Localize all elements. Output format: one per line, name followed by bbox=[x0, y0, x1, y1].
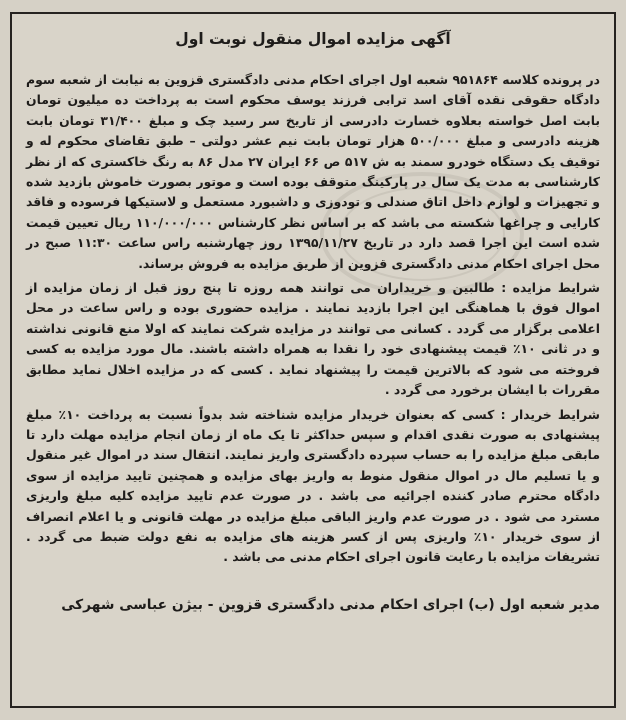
signature-line: مدیر شعبه اول (ب) اجرای احکام مدنی دادگستری قزوین - بیژن عباسی شهرکی bbox=[61, 596, 600, 613]
auction-conditions-paragraph: شرایط مزایده : طالبین و خریداران می توانند همه روزه تا پنج روز قبل از زمان مزایده از اموال فوق با هماهنگی این اجرا بازدید نمایند . مزایده حضوری بوده و راس ساعت در محل اعلامی برگزار می گردد . کسانی می توانند در مزایده شرکت نمایند که اولا منع قانونی نداشته و در ثانی ۱۰٪ قیمت پیشنهادی خود را نقدا به همراه داشته باشند. مال مورد مزایده به کسی فروخته می شود که بالاترین قیمت را پیشنهاد نماید . کسی که در مزایده اخلال نماید مطابق مقررات با ایشان برخورد می گردد . bbox=[26, 280, 600, 398]
auction-notice bbox=[26, 22, 600, 616]
buyer-conditions-paragraph: شرایط خریدار : کسی که بعنوان خریدار مزایده شناخته شد بدواً نسبت به پرداخت ۱۰٪ مبلغ پیشنهادی به صورت نقدی اقدام و سپس حداکثر تا یک ماه از زمان انجام مزایده مهلت دارد تا مابقی مبلغ مزایده را به حساب سپرده دادگستری واریز نمایند. انتقال سند در اموال غیر منقول و یا تسلیم مال در اموال منقول منوط به واریز بهای مزایده و همچنین تایید مزایده از سوی دادگاه محترم صادر کننده اجرائیه می باشد . در صورت عدم تایید مزایده کلیه مبلغ واریزی مسترد می شود . در صورت عدم واریز الباقی مبلغ مزایده در مهلت قانونی و یا اعلام انصراف از سوی خریدار ۱۰٪ واریزی پس از کسر هزینه های مزایده به نفع دولت ضبط می گردد . تشریفات مزایده با رعایت قانون اجرای احکام مدنی می باشد . bbox=[26, 406, 600, 565]
notice-body-paragraph: در پرونده کلاسه ۹۵۱۸۶۴ شعبه اول اجرای احکام مدنی دادگستری قزوین به نیابت از شعبه سوم دادگاه حقوقی نقده آقای اسد ترابی فرزند یوسف محکوم است به پرداخت ده میلیون تومان بابت اصل خواسته بعلاوه خسارت دادرسی از تاریخ سر رسید چک و مبلغ ۳۱/۴۰۰ تومان بابت هزینه دادرسی و مبلغ ۵۰۰/۰۰۰ هزار تومان بابت نیم عشر دولتی – طبق تقاضای محکوم له و توقیف یک دستگاه خودرو سمند به ش ۵۱۷ ص ۶۶ ایران ۲۷ مدل ۸۶ به رنگ خاکستری که از نظر کارشناسی به مدت یک سال در پارکینگ متوقف بوده است و موتور بصورت خاموش بازدید شده و تجهیزات و لوازم داخل اتاق صندلی و تودوزی و داشبورد مستعمل و لاستیکها فرسوده و فاقد کارایی و چراغها شکسته می باشد که بر اساس نظر کارشناس ۱۱۰/۰۰۰/۰۰۰ ریال تعیین قیمت شده است این اجرا قصد دارد در تاریخ ۱۳۹۵/۱۱/۲۷ روز چهارشنبه راس ساعت ۱۱:۳۰ صبح در محل اجرای احکام مدنی دادگستری قزوین از طریق مزایده به فروش برساند. bbox=[26, 72, 601, 271]
notice-frame bbox=[10, 12, 616, 708]
notice-title: آگهی مزایده اموال منقول نوبت اول bbox=[175, 30, 451, 48]
